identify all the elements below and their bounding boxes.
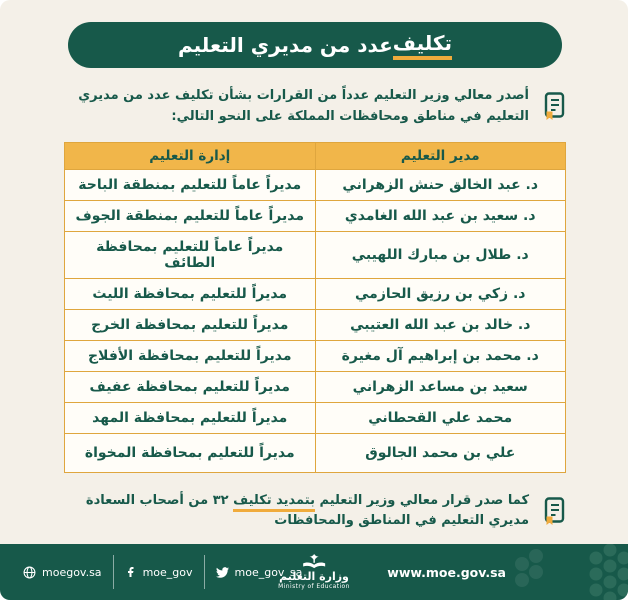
administration-cell: مديراً للتعليم بمحافظة المخواة: [65, 433, 316, 472]
ministry-logo-english: Ministry of Education: [278, 583, 350, 590]
title-highlight: تكليف: [393, 31, 452, 60]
director-name-cell: د. طلال بن مبارك اللهيبي: [315, 231, 566, 278]
globe-icon: [23, 566, 36, 579]
table-header: [65, 142, 566, 169]
director-name-cell: د. زكي بن رزيق الحازمي: [315, 278, 566, 309]
decree-document-icon: [541, 497, 566, 526]
director-name-cell: علي بن محمد الجالوق: [315, 433, 566, 472]
note-text: [64, 491, 529, 533]
social-links: [12, 555, 313, 589]
column-header-director: مدير التعليم: [315, 142, 566, 169]
note-underlined: بتمديد تكليف: [233, 493, 315, 512]
facebook-label: moe_gov: [142, 565, 193, 579]
table-row: [65, 200, 566, 231]
director-name-cell: د. عبد الخالق حنش الزهراني: [315, 169, 566, 200]
ministry-logo-arabic: وزارة التعليم: [279, 569, 349, 583]
ministry-logo: [278, 554, 350, 590]
table-row: [65, 231, 566, 278]
title-banner: [68, 22, 562, 68]
decree-document-icon: [541, 92, 566, 121]
administration-cell: مديراً عاماً للتعليم بمنطقة الباحة: [65, 169, 316, 200]
ministry-emblem-icon: [302, 554, 326, 569]
administration-cell: مديراً للتعليم بمحافظة الليث: [65, 278, 316, 309]
header-row: [65, 142, 566, 169]
social-item-facebook[interactable]: [113, 555, 204, 589]
intro-text: أصدر معالي وزير التعليم عدداً من القرارات بشأن تكليف عدد من مديري التعليم في مناطق ومحافظات المملكة على النحو التالي:: [78, 88, 529, 124]
note-part1: كما صدر قرار معالي وزير التعليم: [314, 492, 529, 508]
note-part2: ٣٢ من أصحاب السعادة مديري التعليم في المناطق والمحافظات: [85, 492, 529, 529]
directors-table: [64, 142, 566, 473]
administration-cell: مديراً للتعليم بمحافظة عفيف: [65, 371, 316, 402]
table-row: [65, 433, 566, 472]
administration-cell: مديراً للتعليم بمحافظة المهد: [65, 402, 316, 433]
footer: [0, 544, 628, 600]
facebook-icon: [125, 566, 137, 578]
director-name-cell: د. خالد بن عبد الله العتيبي: [315, 309, 566, 340]
administration-cell: مديراً للتعليم بمحافظة الأفلاج: [65, 340, 316, 371]
social-item-website[interactable]: [12, 555, 113, 589]
footer-url[interactable]: www.moe.gov.sa: [387, 564, 506, 580]
director-name-cell: د. محمد بن إبراهيم آل مغيرة: [315, 340, 566, 371]
table-row: [65, 169, 566, 200]
intro-section: [64, 86, 566, 128]
twitter-icon: [216, 566, 229, 579]
dots-pattern: [508, 544, 628, 600]
title-rest: عدد من مديري التعليم: [177, 33, 393, 57]
column-header-administration: إدارة التعليم: [65, 142, 316, 169]
director-name-cell: د. سعيد بن عبد الله الغامدي: [315, 200, 566, 231]
note-section: [64, 491, 566, 533]
table-row: [65, 402, 566, 433]
table-row: [65, 309, 566, 340]
table-row: [65, 371, 566, 402]
table-row: [65, 278, 566, 309]
director-name-cell: سعيد بن مساعد الزهراني: [315, 371, 566, 402]
twitter-label: moe_gov_sa: [234, 565, 303, 579]
administration-cell: مديراً عاماً للتعليم بمحافظة الطائف: [65, 231, 316, 278]
administration-cell: مديراً للتعليم بمحافظة الخرج: [65, 309, 316, 340]
director-name-cell: محمد علي القحطاني: [315, 402, 566, 433]
table-row: [65, 340, 566, 371]
administration-cell: مديراً عاماً للتعليم بمنطقة الجوف: [65, 200, 316, 231]
website-label: moegov.sa: [42, 565, 102, 579]
